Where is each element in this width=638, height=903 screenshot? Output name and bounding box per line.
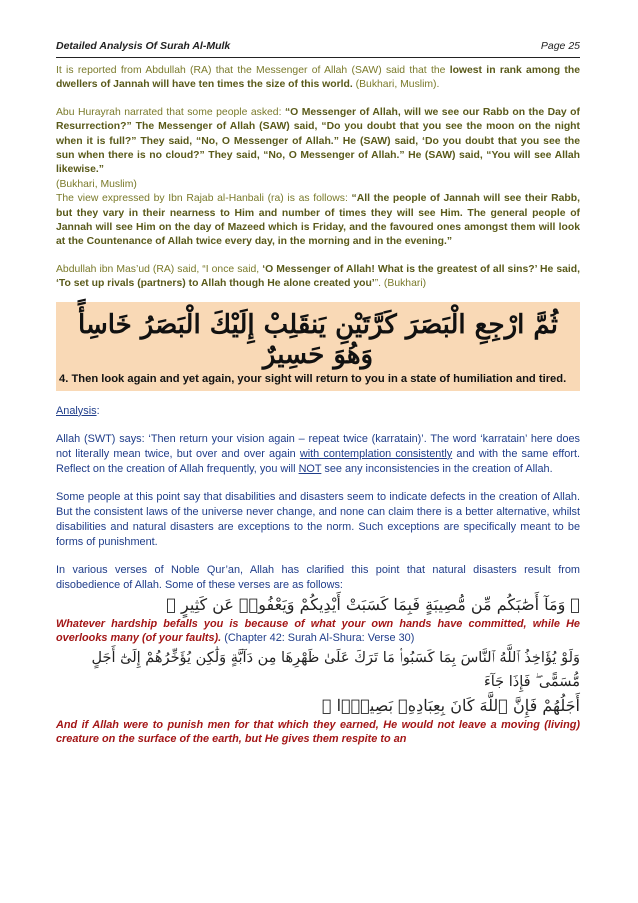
header-rule — [56, 57, 580, 58]
analysis-paragraph-2: Some people at this point say that disabilities and disasters seem to indicate defects in the creation of Allah. But the consistent laws of the universe never change, and none can claim there is a better alternative, whilst disabilities and natural disasters are exceptions to the norm. Such exceptions are specifically meant to be forms of punishment. — [56, 490, 580, 548]
verse-translation: 4. Then look again and yet again, your sight will return to you in a state of humiliation and tired. — [59, 372, 567, 385]
document-title: Detailed Analysis Of Surah Al-Mulk — [56, 40, 231, 52]
paragraph-seeing-rabb: Abu Hurayrah narrated that some people asked: “O Messenger of Allah, will we see our Rabb on the Day of Resurrection?” The Messenger of Allah (SAW) said, “Do you doubt that you see the moon on the night when it is full?” They said, “No, O Messenger of Allah.” He (SAW) said, ‘Do you doubt that you see the sun when there is no cloud?” They said, “No, O Messenger of Allah.” He (SAW) said, “You will see Allah likewise.” (Bukhari, Muslim) — [56, 106, 580, 190]
analysis-paragraph-3: In various verses of Noble Qur’an, Allah has clarified this point that natural disasters result from disobedience of Allah. Some of these verses are as follows: — [56, 563, 580, 591]
page-header — [56, 40, 580, 52]
paragraph-greatest-sin: Abdullah ibn Mas’ud (RA) said, “I once said, ‘O Messenger of Allah! What is the greatest of all sins?’ He said, ‘To set up rivals (partners) to Allah though He alone created you’”. (Bukhari) — [56, 263, 580, 290]
analysis-paragraph-1: Allah (SWT) says: ‘Then return your vision again – repeat twice (karratain)’. The word ‘karratain’ here does not literally mean twice, but over and over again with contemplation consistently and with the same effort. Reflect on the creation of Allah frequently, you will NOT see any inconsistencies in the creation of Allah. — [56, 432, 580, 475]
paragraph-hadith-lowest-rank: It is reported from Abdullah (RA) that the Messenger of Allah (SAW) said that the lowest in rank among the dwellers of Jannah will have ten times the size of this world. (Bukhari, Muslim). — [56, 65, 580, 91]
quote1-arabic: ﴿ وَمَآ أَصَٰبَكُم مِّن مُّصِيبَةٍ فَبِمَا كَسَبَتْ أَيْدِيكُمْ وَيَعْفُوا۟ عَن كَثِيرٍ ﴾ — [166, 594, 580, 614]
quote2-arabic-line1: وَلَوْ يُؤَاخِذُ ٱللَّهُ ٱلنَّاسَ بِمَا كَسَبُوا۟ مَا تَرَكَ عَلَىٰ ظَهْرِهَا مِن دَآبَّةٍ وَلَٰكِن يُؤَخِّرُهُمْ إِلَىٰٓ أَجَلٍ مُّسَمًّى ۖ فَإِذَا جَآءَ — [91, 649, 580, 690]
analysis-heading: Analysis: — [56, 404, 100, 417]
verse-box — [56, 302, 580, 391]
document-page — [56, 40, 580, 746]
paragraph-ibn-rajab: The view expressed by Ibn Rajab al-Hanbali (ra) is as follows: “All the people of Jannah will see their Rabb, but they vary in their nearness to Him and number of times they will see Him. The general people of Jannah will see Him on the day of Mazeed which is Friday, and the favoured ones amongst them will look at the Countenance of Allah twice every day, in the morning and in the evening.” — [56, 193, 580, 248]
quote2-translation: And if Allah were to punish men for that which they earned, He would not leave a moving (living) creature on the surface of the earth, but He gives them respite to an — [56, 718, 580, 745]
page-number: Page 25 — [540, 40, 580, 52]
verse-arabic: ثُمَّ ارْجِعِ الْبَصَرَ كَرَّتَيْنِ يَنقَلِبْ إِلَيْكَ الْبَصَرُ خَاسِأً وَهُوَ حَسِيرٌ — [78, 309, 558, 370]
quote2-arabic-line2: أَجَلُهُمْ فَإِنَّ ٱللَّهَ كَانَ بِعِبَادِهِۦ بَصِيرًۢا ﴾ — [321, 695, 580, 715]
quote1-translation: Whatever hardship befalls you is because of what your own hands have committed, while He overlooks many (of your faults). (Chapter 42: Surah Al-Shura: Verse 30) — [56, 617, 580, 645]
